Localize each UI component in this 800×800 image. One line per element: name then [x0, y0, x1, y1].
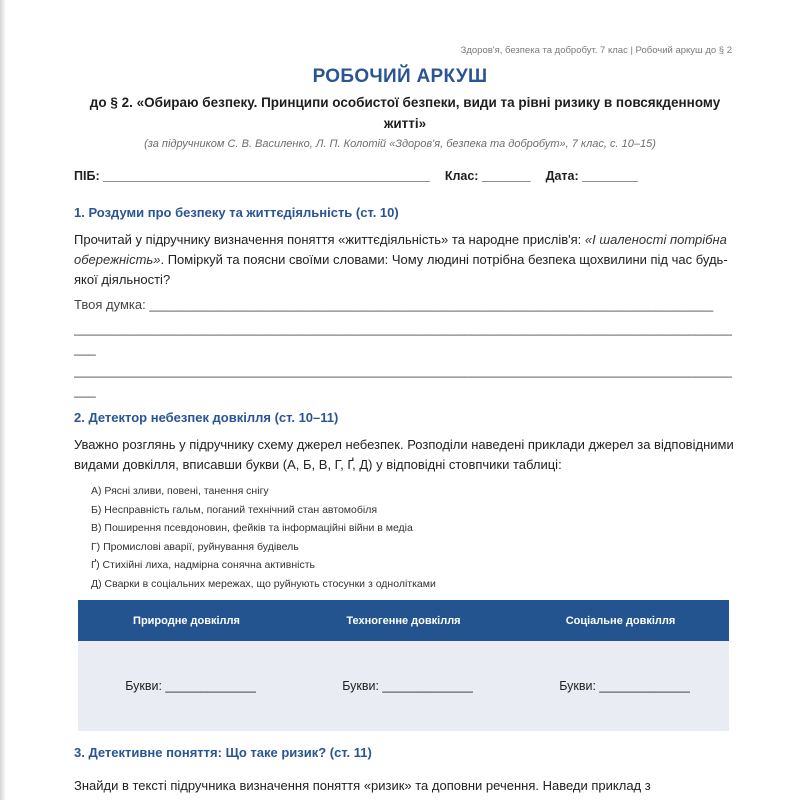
- section-1-proverb: «І шаленості потрібна обережність»: [74, 232, 727, 267]
- option-g: Ґ) Стихійні лиха, надмірна сонячна активність: [91, 559, 315, 571]
- page-header: Здоров'я, безпека та добробут. 7 клас | Робочий аркуш до § 2: [460, 45, 732, 56]
- student-info-row: [74, 169, 734, 183]
- section-3-title: 3. Детективне поняття: Що таке ризик? (ст. 11): [74, 745, 372, 760]
- section-1-text-after: . Поміркуй та поясни своїми словами: Чому людині потрібна безпека щохвилини під час будь-якої діяльності?: [74, 252, 728, 287]
- section-1-title: 1. Роздуми про безпеку та життєдіяльність (ст. 10): [74, 205, 399, 220]
- name-label: ПІБ:: [74, 169, 100, 183]
- option-h: Г) Промислові аварії, руйнування будівель: [91, 540, 299, 553]
- answer-line-1[interactable]: [74, 295, 736, 315]
- answer-line-3[interactable]: ______________________________________________________________________________________________: [74, 363, 732, 398]
- page-subtitle: до § 2. «Обираю безпеку. Принципи особистої безпеки, види та рівні ризику в повсякденному житті»: [89, 95, 721, 131]
- date-field[interactable]: ________: [582, 169, 638, 183]
- source-reference: (за підручником С. В. Василенко, Л. П. Колотій «Здоров'я, безпека та добробут», 7 клас, с. 10–15): [144, 138, 656, 150]
- answer-label: Твоя думка:: [74, 297, 146, 312]
- name-field[interactable]: _______________________________________________: [103, 169, 430, 183]
- section-3-text: Знайди в тексті підручника визначення поняття «ризик» та доповни речення. Наведи приклад з: [74, 778, 651, 793]
- option-d: Д) Сварки в соціальних мережах, що руйнують стосунки з однолітками: [91, 577, 436, 590]
- class-field[interactable]: _______: [481, 169, 531, 183]
- section-2-title: 2. Детектор небезпек довкілля (ст. 10–11): [74, 410, 339, 425]
- section-2-text: Уважно розглянь у підручнику схему джерел небезпек. Розподіли наведені приклади джерел за відповідними видами довкілля, вписавши букви (А, Б, В, Г, Ґ, Д) у відповідні стовпчики таблиці:: [74, 437, 734, 472]
- cell-social[interactable]: [512, 641, 729, 731]
- option-v: В) Поширення псевдоновин, фейків та інформаційні війни в медіа: [91, 522, 413, 534]
- date-label: Дата:: [545, 169, 579, 183]
- cell-natural[interactable]: [78, 641, 295, 731]
- answer-line-1-blank: ______________________________________________________________________________: [145, 297, 714, 312]
- environment-table: [78, 600, 729, 731]
- header-social: Соціальне довкілля: [512, 600, 729, 641]
- answer-line-2[interactable]: ______________________________________________________________________________________________: [74, 321, 732, 356]
- header-technogenic: Техногенне довкілля: [295, 600, 512, 641]
- cell-natural-text: Букви: _____________: [125, 679, 256, 693]
- cell-social-text: Букви: _____________: [559, 679, 690, 693]
- page-title: РОБОЧИЙ АРКУШ: [312, 66, 488, 87]
- option-a: А) Рясні зливи, повені, танення снігу: [91, 485, 269, 497]
- class-label: Клас:: [444, 169, 479, 183]
- cell-technogenic[interactable]: [295, 641, 512, 731]
- page-edge-shadow: [0, 0, 6, 800]
- header-natural: Природне довкілля: [78, 600, 295, 641]
- section-1-text: [74, 230, 736, 290]
- cell-technogenic-text: Букви: _____________: [342, 679, 473, 693]
- option-b: Б) Несправність гальм, поганий технічний стан автомобіля: [91, 503, 378, 516]
- hazard-options-list: [91, 482, 436, 593]
- section-1-text-before: Прочитай у підручнику визначення поняття «життєдіяльність» та народне прислів'я:: [74, 232, 585, 247]
